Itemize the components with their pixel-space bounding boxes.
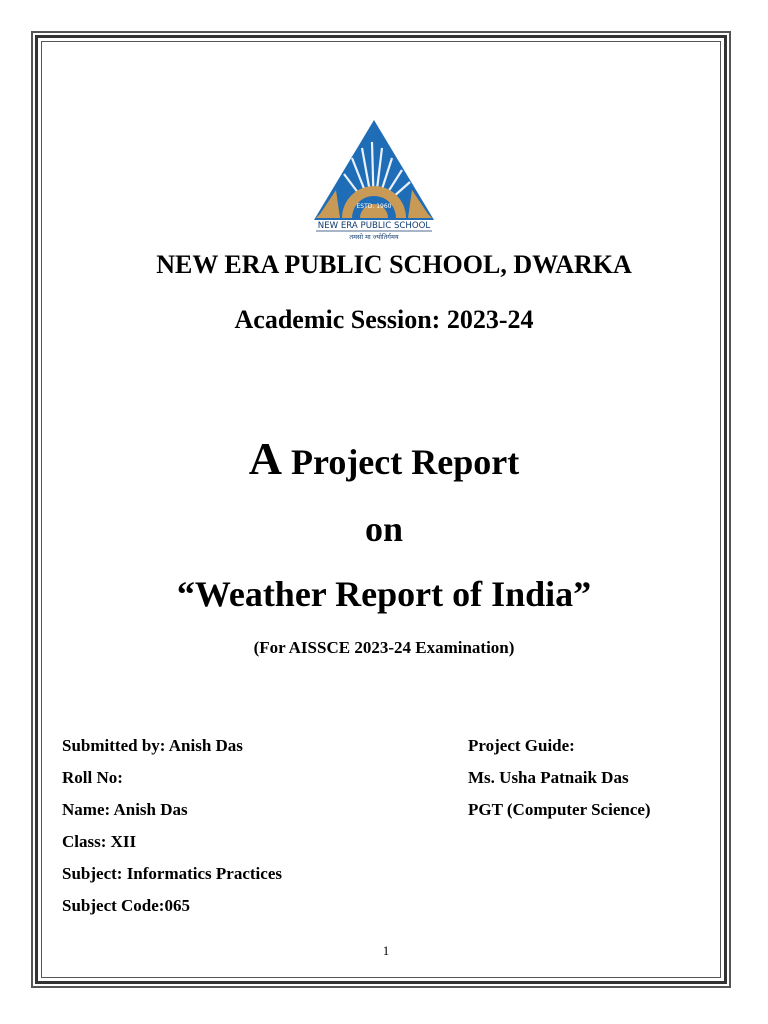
report-title [0, 432, 768, 485]
subject-code: Subject Code:065 [62, 896, 190, 915]
examination-note: (For AISSCE 2023-24 Examination) [253, 638, 515, 657]
logo-name: NEW ERA PUBLIC SCHOOL [317, 221, 431, 231]
title-on: on [364, 509, 404, 549]
guide-designation: PGT (Computer Science) [468, 800, 651, 819]
student-class: Class: XII [62, 832, 137, 851]
submitted-by: Submitted by: Anish Das [62, 736, 243, 755]
logo-estd: ESTD. 1960 [356, 203, 392, 210]
project-topic: “Weather Report of India” [176, 574, 592, 614]
guide-name: Ms. Usha Patnaik Das [468, 768, 629, 787]
school-logo [312, 118, 436, 242]
subject: Subject: Informatics Practices [62, 864, 282, 883]
title-rest: Project Report [282, 442, 520, 482]
title-initial: A [248, 433, 282, 484]
page-number: 1 [382, 943, 390, 958]
guide-details [468, 734, 651, 830]
roll-no: Roll No: [62, 768, 123, 787]
guide-heading: Project Guide: [468, 736, 575, 755]
academic-session: Academic Session: 2023-24 [234, 305, 534, 334]
submission-details [62, 734, 282, 926]
school-name: NEW ERA PUBLIC SCHOOL, DWARKA [156, 250, 632, 279]
student-name: Name: Anish Das [62, 800, 188, 819]
logo-motto: तमसो मा ज्योतिर्गमय [349, 233, 399, 241]
